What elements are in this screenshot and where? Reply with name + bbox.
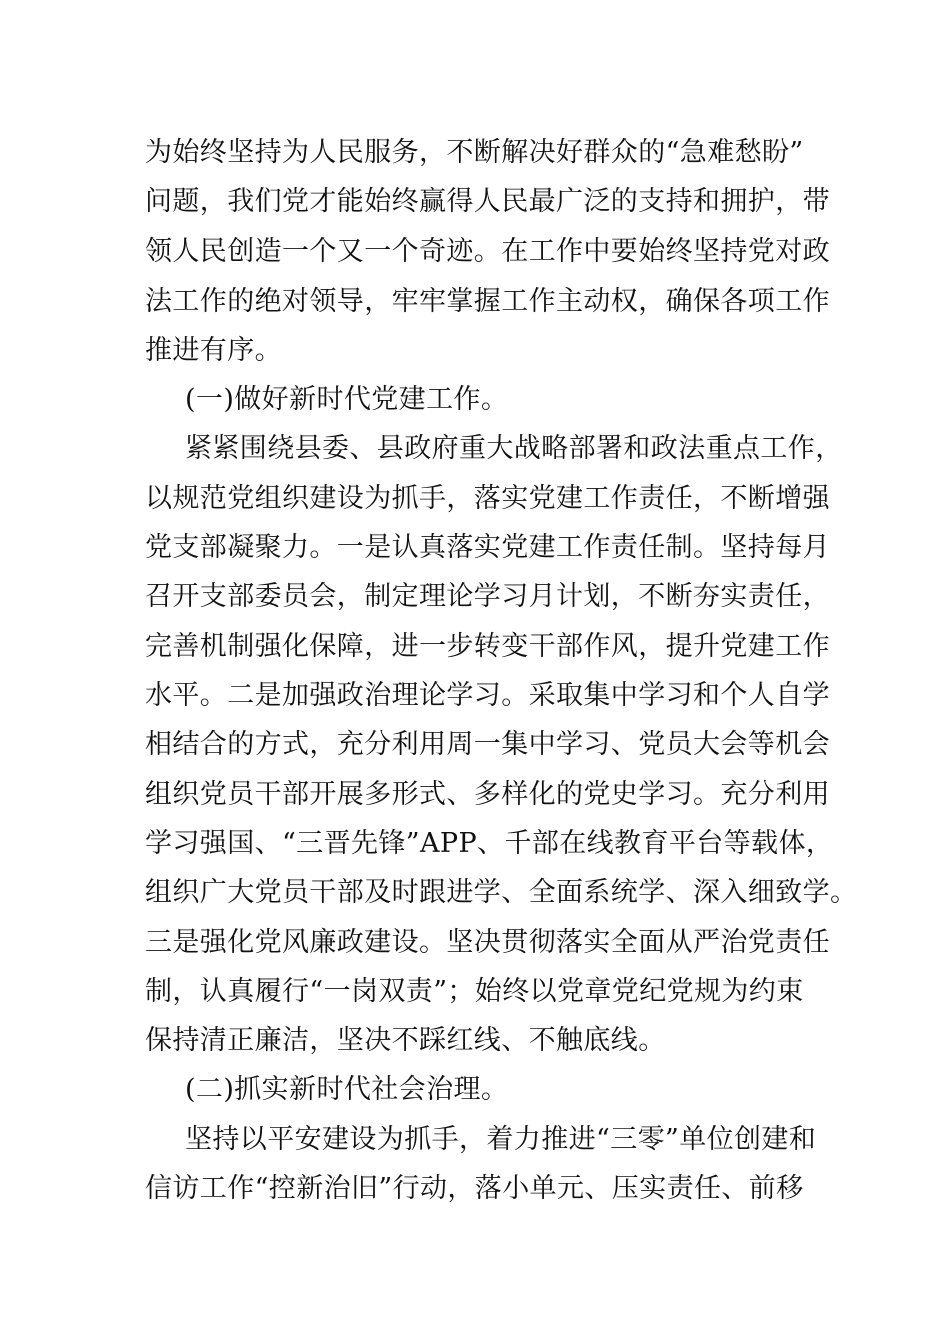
text-line: 学习强国、“三晋先锋”APP、千部在线教育平台等载体， [145,828,834,859]
text-line: 水平。二是加强政治理论学习。采取集中学习和个人自学 [145,680,830,711]
text-line: 法工作的绝对领导，牢牢掌握工作主动权，确保各项工作 [145,286,830,317]
section-heading: (一)做好新时代党建工作。 [185,384,509,415]
text-line: 组织党员干部开展多形式、多样化的党史学习。充分利用 [145,779,830,810]
text-line: 以规范党组织建设为抓手，落实党建工作责任，不断增强 [145,483,830,514]
text-line: 坚持以平安建设为抓手，着力推进“三零”单位创建和 [185,1124,817,1155]
text-line: 为始终坚持为人民服务，不断解决好群众的“急难愁盼” [145,137,804,168]
text-line: 党支部凝聚力。一是认真落实党建工作责任制。坚持每月 [145,532,830,563]
text-line: 领人民创造一个又一个奇迹。在工作中要始终坚持党对政 [145,236,830,267]
text-line: 紧紧围绕县委、县政府重大战略部署和政法重点工作， [185,433,843,464]
text-line: 保持清正廉洁，坚决不踩红线、不触底线。 [145,1025,666,1056]
text-line: 召开支部委员会，制定理论学习月计划，不断夯实责任， [145,581,830,612]
text-line: 相结合的方式，充分利用周一集中学习、党员大会等机会 [145,729,830,760]
text-line: 信访工作“控新治旧”行动，落小单元、压实责任、前移 [145,1173,804,1204]
text-line: 完善机制强化保障，进一步转变干部作风，提升党建工作 [145,631,830,662]
text-line: 三是强化党风廉政建设。坚决贯彻落实全面从严治党责任 [145,927,830,958]
text-line: 问题，我们党才能始终赢得人民最广泛的支持和拥护，带 [145,186,830,217]
section-heading: (二)抓实新时代社会治理。 [185,1074,509,1105]
text-line: 组织广大党员干部及时跟进学、全面系统学、深入细致学。 [145,877,858,908]
text-line: 制，认真履行“一岗双责”；始终以党章党纪党规为约束 [145,976,804,1007]
text-line: 推进有序。 [145,335,282,366]
